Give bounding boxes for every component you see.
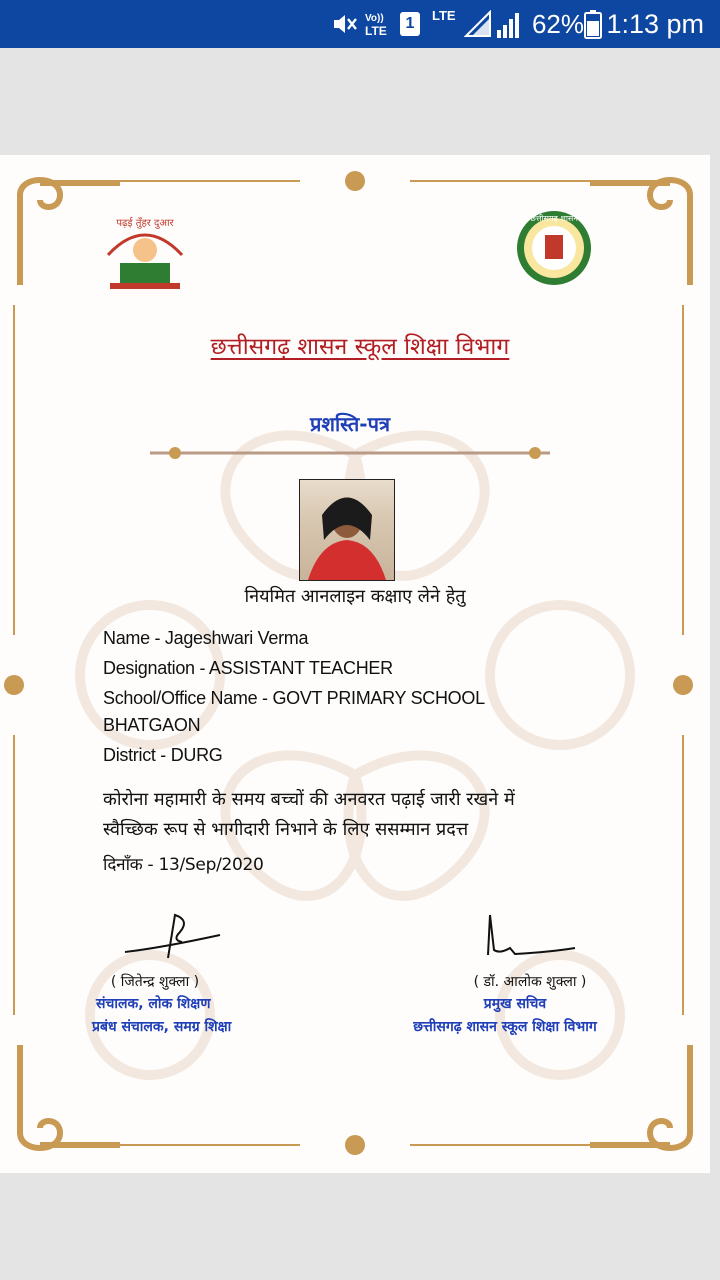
battery-percent: 62%	[531, 8, 584, 39]
padhai-tunhar-duar-logo	[100, 215, 190, 303]
recipient-district: District - DURG	[103, 745, 223, 765]
signature-left	[120, 910, 230, 960]
svg-text:Vo)): Vo))	[365, 13, 384, 24]
school-name-line1: School/Office Name - GOVT PRIMARY SCHOOL	[103, 688, 485, 708]
teacher-photo	[299, 479, 395, 581]
signal-icon	[464, 10, 492, 38]
mute-icon	[330, 10, 358, 38]
signatory-left-name: ( जितेन्द्र शुक्ला )	[110, 974, 200, 990]
svg-text:LTE: LTE	[365, 24, 387, 38]
signature-right	[480, 910, 590, 960]
recipient-name: Name - Jageshwari Verma	[103, 628, 309, 648]
certificate-message-line1: कोरोना महामारी के समय बच्चों की अनवरत पढ़ाई जारी रखने में	[103, 789, 515, 810]
certificate-title: प्रशस्ति-पत्र	[309, 412, 391, 436]
volte-icon	[363, 10, 393, 38]
signatory-left-role2: प्रबंध संचालक, समग्र शिक्षा	[92, 1019, 232, 1035]
department-title: छत्तीसगढ़ शासन स्कूल शिक्षा विभाग	[210, 334, 510, 360]
signatory-left-role1: संचालक, लोक शिक्षण	[96, 996, 211, 1012]
clock: 1:13 pm	[606, 8, 704, 39]
right-logo-caption: छत्तीसगढ़ शासन	[530, 214, 578, 223]
status-bar	[0, 0, 720, 48]
signatory-right-role1: प्रमुख सचिव	[483, 996, 547, 1012]
recipient-designation: Designation - ASSISTANT TEACHER	[103, 658, 393, 678]
certificate	[0, 155, 710, 1173]
left-logo-caption: पढ़ई तुँहर दुआर	[116, 218, 174, 229]
certificate-date: दिनाँक - 13/Sep/2020	[103, 855, 264, 875]
signatory-right-role2: छत्तीसगढ़ शासन स्कूल शिक्षा विभाग	[413, 1019, 597, 1035]
battery-icon	[584, 9, 602, 39]
sim-1-icon: 1	[400, 12, 420, 36]
lte-data-icon: LTE	[432, 8, 456, 23]
certificate-message-line2: स्वैच्छिक रूप से भागीदारी निभाने के लिए ससम्मान प्रदत्त	[103, 819, 469, 840]
signal-icon-2	[496, 12, 520, 38]
school-name-line2: BHATGAON	[103, 715, 201, 735]
signatory-right-name: ( डॉ. आलोक शुक्ला )	[473, 974, 587, 990]
certificate-subheading: नियमित आनलाइन कक्षाए लेने हेतु	[244, 586, 466, 607]
chhattisgarh-emblem	[515, 209, 593, 287]
